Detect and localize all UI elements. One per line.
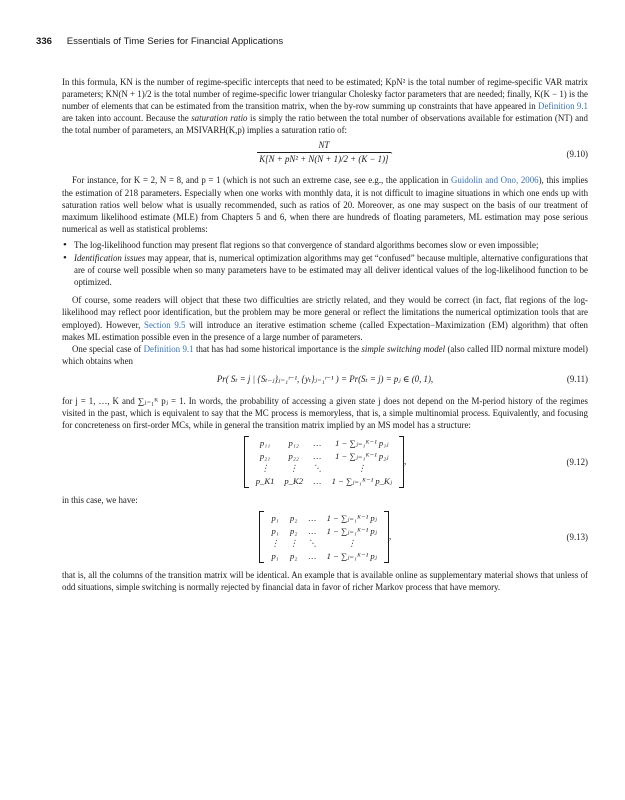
matrix-row <box>251 462 397 475</box>
matrix-9-12-table <box>251 437 397 487</box>
matrix-cell: p₁₁ <box>259 438 271 449</box>
matrix-row <box>266 512 382 525</box>
equation-label-9-11: (9.11) <box>566 373 588 384</box>
guidolin-ono-citation-link[interactable]: Guidolin and Ono, 2006 <box>451 175 539 186</box>
paragraph-4: One special case of Definition 9.1 that has had some historical importance is the simple switching model (also called IID normal mixture model) which obtains when <box>62 343 589 366</box>
matrix-cell: 1 − ∑ⱼ₌₁ᴷ⁻¹ p_Kⱼ <box>331 475 393 486</box>
paragraph-7: that is, all the columns of the transition matrix will be identical. An example that is available online as supplementary material shows that unless of odd situations, simple switching is normally rejected by financial data in favor of richer Markov process that have memory. <box>62 570 588 593</box>
matrix-cell: 1 − ∑ⱼ₌₁ᴷ⁻¹ p₁ⱼ <box>335 438 389 449</box>
matrix-cell: ⋱ <box>307 538 317 549</box>
matrix-cell: p₁ <box>271 513 279 524</box>
equation-label-9-13: (9.13) <box>566 532 588 543</box>
matrix-cell: ⋮ <box>357 463 367 474</box>
matrix-cell: ⋮ <box>289 463 298 474</box>
bullet-item-2: • Identification issues may appear, that is, numerical optimization algorithms may get “confused” because multiple, alternative configurations that are of course well possible when so many parameters have to be estimated may all deliver identical values of the log-likelihood function to be optimized. <box>74 252 588 288</box>
matrix-cell: p_K1 <box>255 475 275 486</box>
running-header <box>36 36 283 47</box>
matrix-cell: p₂ <box>290 513 298 524</box>
matrix-row <box>266 525 382 538</box>
matrix-cell: p₂₂ <box>288 450 299 461</box>
matrix-cell: 1 − ∑ⱼ₌₁ᴷ⁻¹ pⱼ <box>326 525 377 536</box>
matrix-cell: 1 − ∑ⱼ₌₁ᴷ⁻¹ p₂ⱼ <box>335 450 389 461</box>
paragraph-1: In this formula, KN is the number of regime-specific intercepts that need to be estimated; KpN² is the total number of regime-specific VAR matrix parameters; KN(N + 1)/2 is the total number of regime-specific lower triangular Cholesky factor parameters that are needed; finally, K(K − 1) is the number of elements that can be estimated from the transition matrix, when the by-row summing up constraints that have appeared in Definition 9.1 are taken into account. Because the saturation ratio is simply the ratio between the total number of observations available for estimation (NT) and the total number of parameters, an MSIVARH(K,p) implies a saturation ratio of: <box>62 77 588 136</box>
definition-9-1-link[interactable]: Definition 9.1 <box>538 101 588 112</box>
equation-label-9-10: (9.10) <box>566 149 588 160</box>
paragraph-2: For instance, for K = 2, N = 8, and p = 1 (which is not such an extreme case, see e.g., the application in Guidolin and Ono, 2006), this implies the estimation of 218 parameters. Especially when one works with monthly data, it is not difficult to imagine situations in which one ends up with saturation ratios well below what is usually recommended, such as ratios of 20. Moreover, as one may suspect on the basis of our treatment of maximum likelihood estimate (MLE) from Chapters 5 and 6, when there are hundreds of floating parameters, ML estimation may pose serious numerical as well as statistical problems: <box>62 175 588 234</box>
transition-matrix-general <box>244 436 404 488</box>
bullet-list <box>62 239 588 288</box>
page-number: 336 <box>36 36 53 47</box>
equation-9-10: $\frac{NT}{\text{K[N + pN² + N(N + 1)/2 + (K − 1)]}}$ . (9.10) <box>259 140 588 164</box>
matrix-cell: … <box>313 438 322 449</box>
matrix-row <box>266 537 382 550</box>
matrix-cell: … <box>313 450 322 461</box>
matrix-cell: p₁₂ <box>288 438 299 449</box>
matrix-row <box>251 450 397 463</box>
matrix-cell: 1 − ∑ⱼ₌₁ᴷ⁻¹ pⱼ <box>326 513 377 524</box>
matrix-cell: ⋮ <box>270 538 280 549</box>
eq910-numerator: NT <box>257 139 390 152</box>
equation-9-13: p₁ p₂ … 1 − ∑ⱼ₌₁ᴷ⁻¹ pⱼ p₁ p₂ … 1 − ∑ⱼ₌₁ᴷ⁻¹ pⱼ ⋮ ⋮ ⋱ ⋮ p₁ p₂ … 1 − ∑ⱼ₌₁ᴷ⁻¹ pⱼ , (9.13) <box>62 511 588 563</box>
paragraph-6: in this case, we have: <box>62 495 138 506</box>
matrix-9-13-table <box>266 512 382 562</box>
equation-label-9-12: (9.12) <box>566 457 588 468</box>
matrix-cell: … <box>308 550 317 561</box>
equation-9-11 <box>62 370 588 390</box>
eq910-denominator: K[N + pN² + N(N + 1)/2 + (K − 1)] <box>259 153 389 164</box>
equation-9-12: p₁₁ p₁₂ … 1 − ∑ⱼ₌₁ᴷ⁻¹ p₁ⱼ p₂₁ p₂₂ … 1 − ∑ⱼ₌₁ᴷ⁻¹ p₂ⱼ ⋮ ⋮ ⋱ ⋮ p_K1 p_K2 … 1 − ∑ⱼ₌₁ᴷ⁻¹ p_Kⱼ , (9.12) <box>62 436 588 488</box>
paragraph-3: Of course, some readers will object that these two difficulties are strictly related, and they would be correct (in fact, flat regions of the log-likelihood may reflect poor identification, but the problem may be more general or reflect the limitations the numerical optimization tools that are employed). However, Section 9.5 will introduce an iterative estimation scheme (called Expectation−Maximization (EM) algorithm) that often makes ML estimation possible even in the presence of a large number of parameters. <box>62 295 588 342</box>
matrix-cell: p₂₁ <box>259 450 271 461</box>
running-title: Essentials of Time Series for Financial Applications <box>66 36 284 47</box>
matrix-cell: p₂ <box>290 525 298 536</box>
eq911-expression: Pr( Sₜ = j | {Sₜ₋ⱼ}ⱼ₌₁ᵗ⁻¹, {yₜ}ⱼ₌₁ᵗ⁻¹ ) = Pr(Sₜ = j) = pⱼ ∈ (0, 1), <box>216 373 434 384</box>
matrix-row <box>266 550 382 563</box>
matrix-cell: ⋮ <box>289 538 298 549</box>
matrix-cell: ⋮ <box>260 463 270 474</box>
matrix-cell: … <box>308 513 317 524</box>
matrix-cell: p₁ <box>271 525 279 536</box>
matrix-cell: p₂ <box>290 550 298 561</box>
bullet-item-1: • The log-likelihood function may present flat regions so that convergence of standard algorithms becomes slow or even impossible; <box>74 239 588 251</box>
page-body <box>62 76 588 593</box>
matrix-cell: 1 − ∑ⱼ₌₁ᴷ⁻¹ pⱼ <box>326 550 377 561</box>
matrix-cell: p_K2 <box>284 475 303 486</box>
section-9-5-link[interactable]: Section 9.5 <box>144 319 186 330</box>
matrix-cell: … <box>313 475 322 486</box>
transition-matrix-simple-switching <box>259 511 389 563</box>
matrix-cell: p₁ <box>271 550 279 561</box>
matrix-cell: ⋱ <box>313 463 322 474</box>
matrix-cell: ⋮ <box>347 538 357 549</box>
matrix-cell: … <box>308 525 317 536</box>
paragraph-5: for j = 1, …, K and ∑ⱼ₌₁ᴷ pⱼ = 1. In words, the probability of accessing a given state j does not depend on the M-period history of the regimes visited in the past, which is equivalent to say that the MC process is memoryless, that is, a simple multinomial process. Equivalently, and focusing for concreteness on first-order MCs, while in general the transition matrix implied by an MS model has a structure: <box>62 395 588 431</box>
definition-9-1-link-2[interactable]: Definition 9.1 <box>143 343 194 354</box>
matrix-row <box>251 437 397 450</box>
matrix-row <box>251 475 397 488</box>
